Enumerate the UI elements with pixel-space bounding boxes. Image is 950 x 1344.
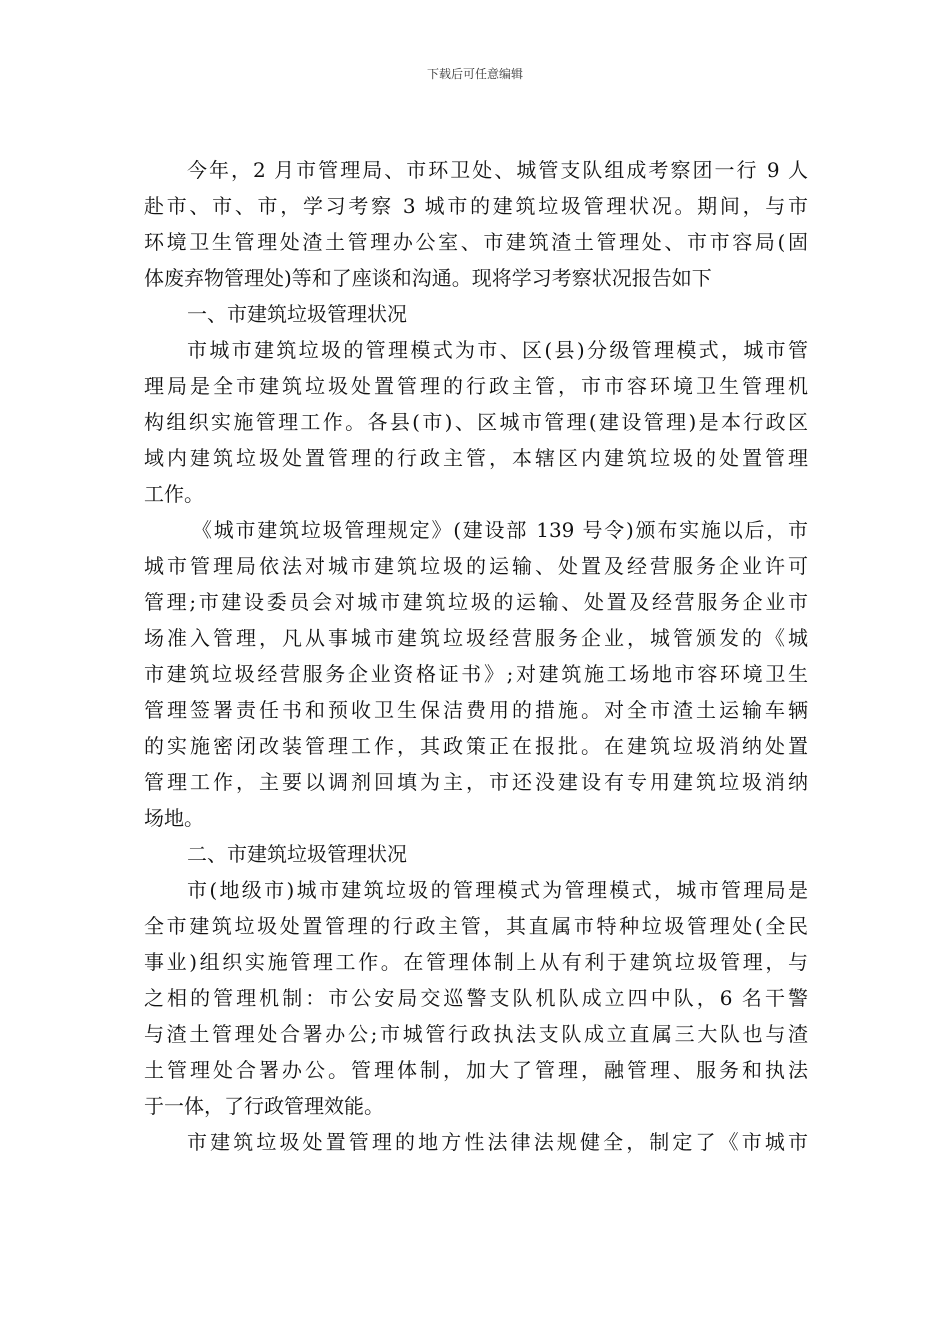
- paragraph-line: 于一体，了行政管理效能。: [144, 1094, 384, 1118]
- section-heading: 二、市建筑垃圾管理状况: [187, 842, 407, 866]
- paragraph-line: 的实施密闭改装管理工作，其政策正在报批。在建筑垃圾消纳处置: [144, 734, 808, 758]
- paragraph-line: 《城市建筑垃圾管理规定》(建设部 139 号令)颁布实施以后，市: [192, 518, 808, 542]
- section-heading: 一、市建筑垃圾管理状况: [187, 302, 407, 326]
- paragraph-line: 与渣土管理处合署办公;市城管行政执法支队成立直属三大队也与渣: [144, 1022, 808, 1046]
- paragraph-line: 理局是全市建筑垃圾处置管理的行政主管，市市容环境卫生管理机: [144, 374, 808, 398]
- paragraph-line: 场准入管理，凡从事城市建筑垃圾经营服务企业，城管颁发的《城: [144, 626, 808, 650]
- paragraph-line: 事业)组织实施管理工作。在管理体制上从有利于建筑垃圾管理，与: [144, 950, 808, 974]
- paragraph-line: 场地。: [144, 806, 204, 830]
- paragraph-line: 市建筑垃圾经营服务企业资格证书》;对建筑施工场地市容环境卫生: [144, 662, 808, 686]
- paragraph-line: 土管理处合署办公。管理体制，加大了管理，融管理、服务和执法: [144, 1058, 808, 1082]
- paragraph-line: 今年，2 月市管理局、市环卫处、城管支队组成考察团一行 9 人: [187, 158, 808, 182]
- paragraph-line: 市(地级市)城市建筑垃圾的管理模式为管理模式，城市管理局是: [187, 878, 808, 902]
- paragraph-line: 城市管理局依法对城市建筑垃圾的运输、处置及经营服务企业许可: [144, 554, 808, 578]
- paragraph-line: 体废弃物管理处)等和了座谈和沟通。现将学习考察状况报告如下: [144, 266, 712, 290]
- paragraph-line: 域内建筑垃圾处置管理的行政主管，本辖区内建筑垃圾的处置管理: [144, 446, 808, 470]
- paragraph-line: 管理签署责任书和预收卫生保洁费用的措施。对全市渣土运输车辆: [144, 698, 808, 722]
- paragraph-line: 赴市、市、市，学习考察 3 城市的建筑垃圾管理状况。期间，与市: [144, 194, 808, 218]
- paragraph-line: 构组织实施管理工作。各县(市)、区城市管理(建设管理)是本行政区: [144, 410, 808, 434]
- paragraph-line: 市城市建筑垃圾的管理模式为市、区(县)分级管理模式，城市管: [187, 338, 808, 362]
- document-body: [144, 152, 808, 1160]
- paragraph-line: 全市建筑垃圾处置管理的行政主管，其直属市特种垃圾管理处(全民: [144, 914, 808, 938]
- paragraph-line: 管理;市建设委员会对城市建筑垃圾的运输、处置及经营服务企业市: [144, 590, 808, 614]
- paragraph-line: 之相的管理机制：市公安局交巡警支队机队成立四中队，6 名干警: [144, 986, 808, 1010]
- header-note: 下载后可任意编辑: [426, 67, 523, 81]
- paragraph-line: 环境卫生管理处渣土管理办公室、市建筑渣土管理处、市市容局(固: [144, 230, 808, 254]
- paragraph-line: 管理工作，主要以调剂回填为主，市还没建设有专用建筑垃圾消纳: [144, 770, 808, 794]
- paragraph-line: 工作。: [144, 482, 204, 506]
- paragraph-line: 市建筑垃圾处置管理的地方性法律法规健全，制定了《市城市: [187, 1130, 808, 1154]
